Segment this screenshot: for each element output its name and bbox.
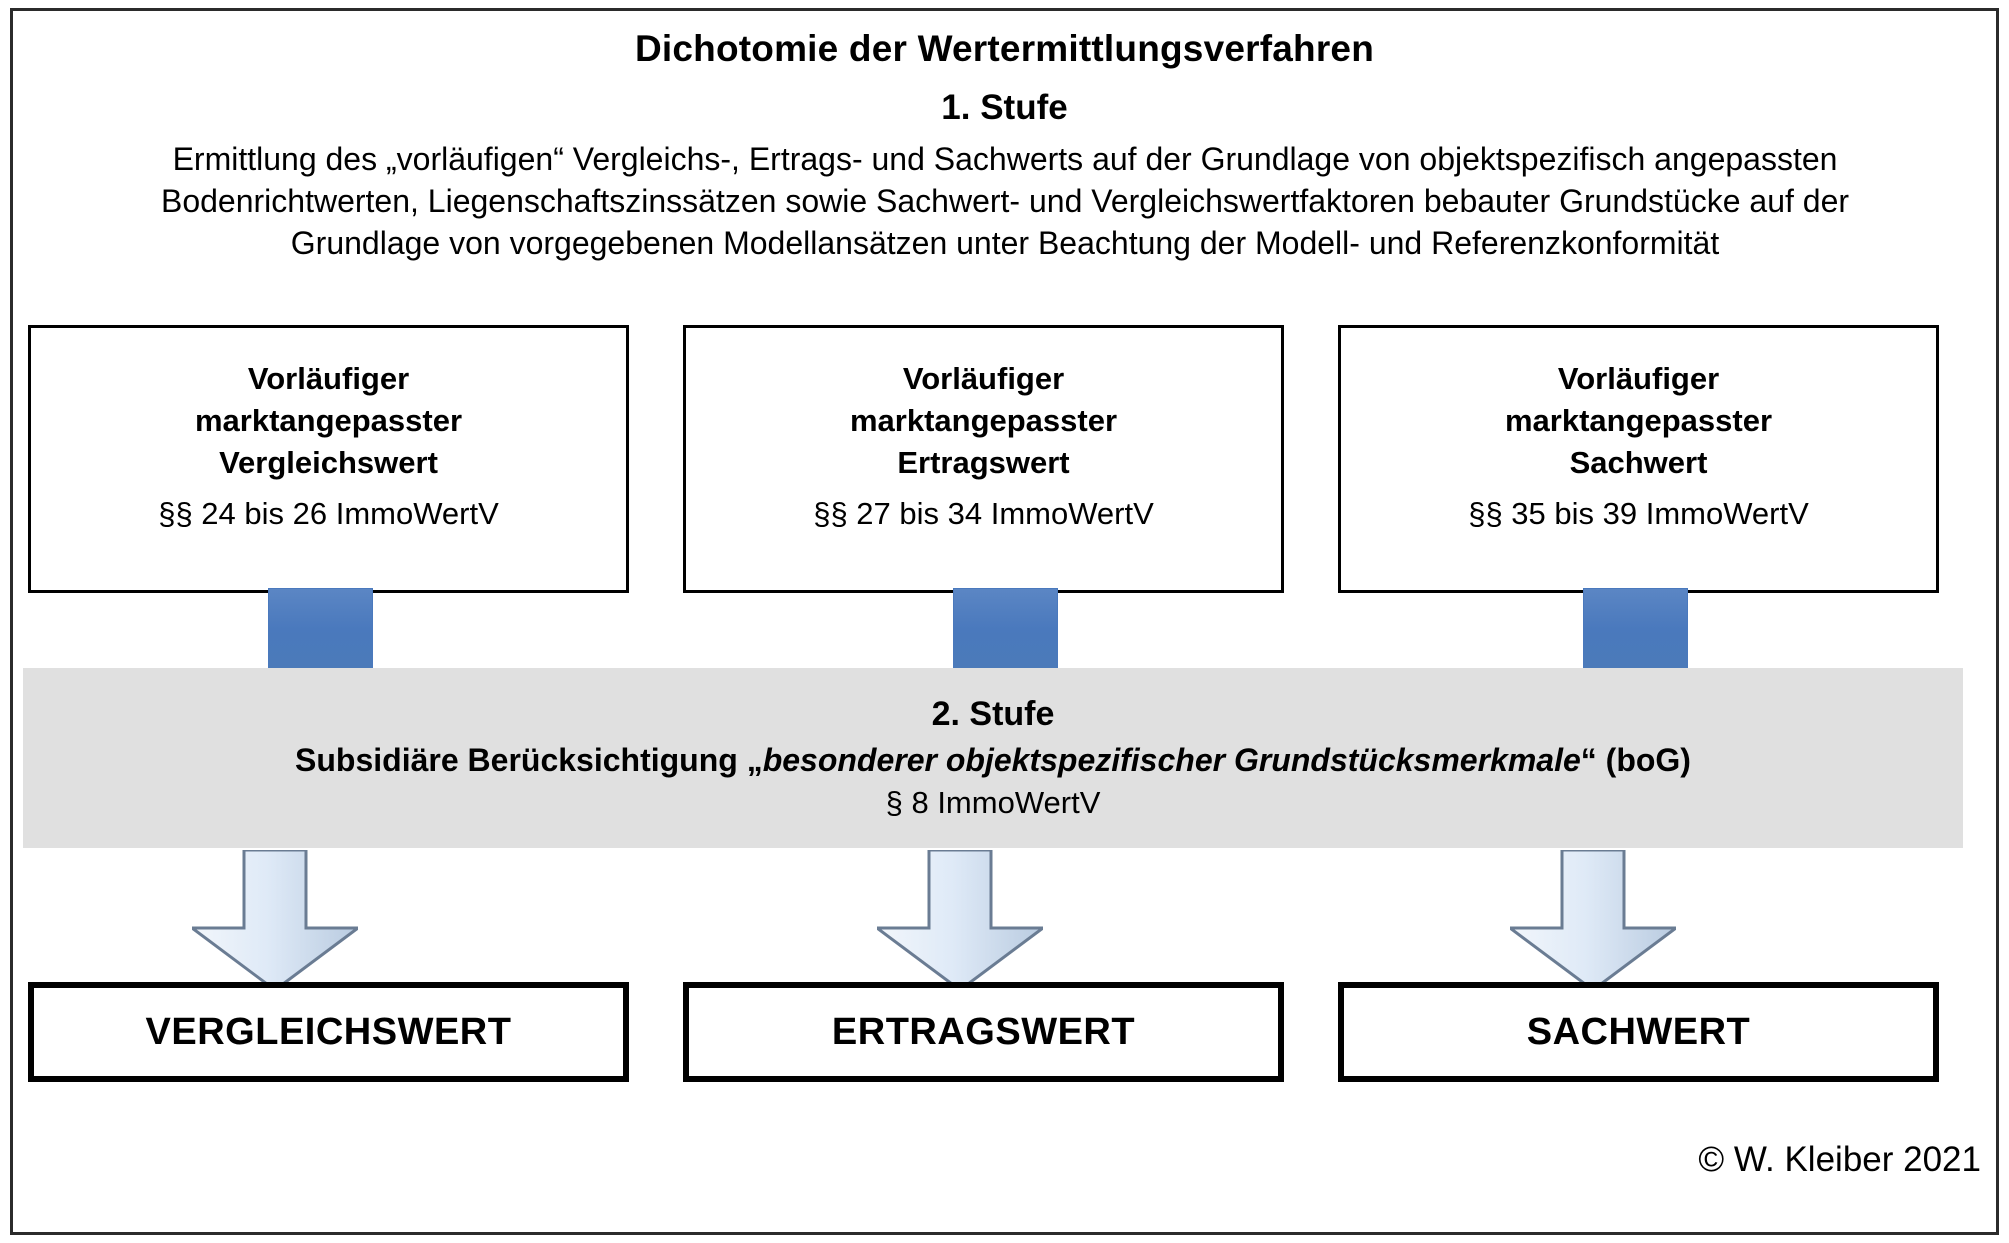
stage-1-label: 1. Stufe bbox=[941, 88, 1068, 127]
preliminary-box-line-2: marktangepasster bbox=[1504, 403, 1773, 439]
stage-1-description: Ermittlung des „vorläufigen“ Vergleichs-, Ertrags- und Sachwerts auf der Grundlage von objektspezifisch angepassten Bodenrichtwerten, Liegenschaftszinssätzen sowie Sachwert- und Vergleichswertfaktoren bebauter Grundstücke auf der Grundlage von vorgegebenen Modellansätzen unter Beachtung der Modell- und Referenzkonformität bbox=[160, 141, 1850, 262]
preliminary-box-line-3: Vergleichswert bbox=[219, 445, 438, 481]
preliminary-box-line-3: Ertragswert bbox=[897, 445, 1070, 481]
copyright-notice: © W. Kleiber 2021 bbox=[1698, 1140, 1981, 1179]
preliminary-box-sachwert bbox=[1338, 325, 1939, 593]
preliminary-box-line-3: Sachwert bbox=[1569, 445, 1708, 481]
result-values-row bbox=[28, 982, 1963, 1084]
preliminary-box-line-2: marktangepasster bbox=[194, 403, 463, 439]
stage-2-text bbox=[295, 742, 1691, 779]
preliminary-box-paragraph: §§ 27 bis 34 ImmoWertV bbox=[813, 496, 1154, 532]
preliminary-box-line-1: Vorläufiger bbox=[902, 361, 1065, 396]
stage-2-paragraph: § 8 ImmoWertV bbox=[885, 785, 1101, 820]
stage-2-band bbox=[23, 668, 1963, 848]
result-box-ertragswert: ERTRAGSWERT bbox=[683, 982, 1284, 1082]
preliminary-box-vergleichswert bbox=[28, 325, 629, 593]
connector-bar-ertragswert bbox=[953, 588, 1058, 670]
preliminary-box-line-1: Vorläufiger bbox=[1557, 361, 1720, 396]
connector-bar-vergleichswert bbox=[268, 588, 373, 670]
preliminary-box-ertragswert bbox=[683, 325, 1284, 593]
result-box-sachwert: SACHWERT bbox=[1338, 982, 1939, 1082]
preliminary-box-paragraph: §§ 24 bis 26 ImmoWertV bbox=[158, 496, 499, 532]
preliminary-box-line-2: marktangepasster bbox=[849, 403, 1118, 439]
preliminary-values-row bbox=[28, 325, 1963, 595]
down-arrow-sachwert bbox=[1510, 850, 1676, 990]
stage-2-text-italic: besonderer objektspezifischer Grundstücksmerkmale bbox=[762, 742, 1581, 778]
stage-2-text-after: “ (boG) bbox=[1580, 742, 1691, 778]
connector-bar-sachwert bbox=[1583, 588, 1688, 670]
down-arrow-ertragswert bbox=[877, 850, 1043, 990]
stage-2-text-before: Subsidiäre Berücksichtigung „ bbox=[295, 742, 763, 778]
preliminary-box-paragraph: §§ 35 bis 39 ImmoWertV bbox=[1468, 496, 1809, 532]
preliminary-box-line-1: Vorläufiger bbox=[247, 361, 410, 396]
figure-title: Dichotomie der Wertermittlungsverfahren bbox=[634, 28, 1375, 69]
stage-2-label: 2. Stufe bbox=[931, 695, 1055, 733]
down-arrow-vergleichswert bbox=[192, 850, 358, 990]
result-box-vergleichswert: VERGLEICHSWERT bbox=[28, 982, 629, 1082]
